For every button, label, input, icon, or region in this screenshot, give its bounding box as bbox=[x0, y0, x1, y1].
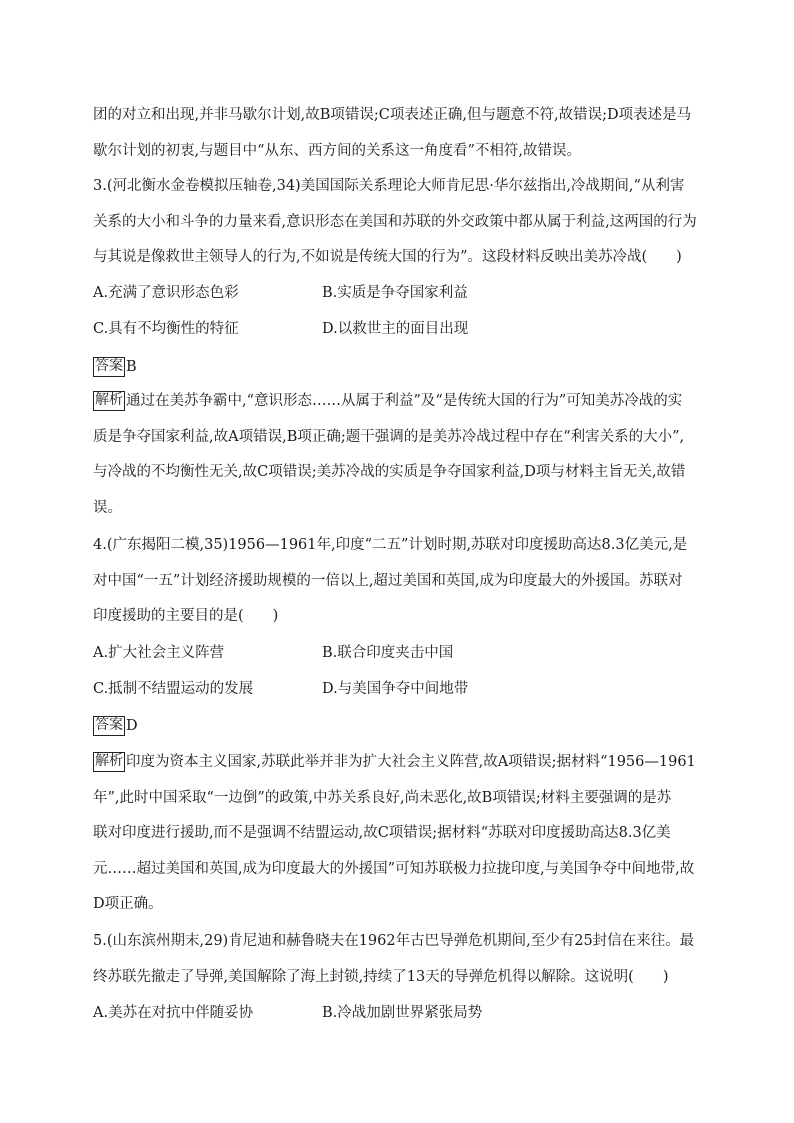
text-line: 年”,此时中国采取“一边倒”的政策,中苏关系良好,尚未恶化,故B项错误;材料主要强调的是苏 bbox=[93, 789, 672, 806]
answer-tag: 答案 bbox=[93, 716, 125, 736]
analysis-tag: 解析 bbox=[93, 391, 125, 411]
text-line: D项正确。 bbox=[93, 896, 163, 912]
text-line: 与冷战的不均衡性无关,故C项错误;美苏冷战的实质是争夺国家利益,D项与材料主旨无关,故错 bbox=[93, 464, 686, 480]
prev-explanation bbox=[93, 98, 703, 169]
answer-tag: 答案 bbox=[93, 357, 125, 377]
option-a[interactable]: A.扩大社会主义阵营 bbox=[93, 645, 225, 661]
option-b[interactable]: B.实质是争夺国家利益 bbox=[322, 285, 468, 301]
text-line: 元……超过美国和英国,成为印度最大的外援国”可知苏联极力拉拢印度,与美国争夺中间地带,故 bbox=[93, 860, 695, 877]
text-line: 关系的大小和斗争的力量来看,意识形态在美国和苏联的外交政策中都从属于利益,这两国的行为 bbox=[93, 213, 697, 230]
text-line: 误。 bbox=[93, 499, 122, 516]
answer-value: B bbox=[126, 359, 137, 375]
option-d[interactable]: D.以救世主的面目出现 bbox=[322, 320, 469, 337]
option-c[interactable]: C.抵制不结盟运动的发展 bbox=[93, 680, 254, 697]
question-4-analysis bbox=[93, 745, 703, 923]
answer-value: D bbox=[126, 718, 138, 734]
option-b[interactable]: B.冷战加剧世界紧张局势 bbox=[322, 1005, 483, 1021]
analysis-tag: 解析 bbox=[93, 752, 125, 772]
option-d[interactable]: D.与美国争夺中间地带 bbox=[322, 680, 469, 697]
text-line: 4.(广东揭阳二模,35)1956—1961年,印度“二五”计划时期,苏联对印度援助高达8.3亿美元,是 bbox=[93, 537, 688, 553]
text-line: 质是争夺国家利益,故A项错误,B项正确;题干强调的是美苏冷战过程中存在“利害关系的大小”, bbox=[93, 428, 685, 445]
text-line: 解析 印度为资本主义国家,苏联此举并非为扩大社会主义阵营,故A项错误;据材料“1956—1961 bbox=[95, 753, 696, 770]
question-3-answer bbox=[93, 355, 137, 379]
question-3-analysis bbox=[93, 384, 703, 526]
question-3-stem bbox=[93, 169, 703, 276]
question-5-options bbox=[93, 996, 703, 1032]
question-4-stem bbox=[93, 528, 703, 635]
option-c[interactable]: C.具有不均衡性的特征 bbox=[93, 320, 239, 337]
option-b[interactable]: B.联合印度夹击中国 bbox=[322, 645, 454, 661]
text-line: 5.(山东滨州期末,29)肯尼迪和赫鲁晓夫在1962年古巴导弹危机期间,至少有25封信在来往。最 bbox=[93, 933, 695, 949]
text-line: 与其说是像救世主领导人的行为,不如说是传统大国的行为”。这段材料反映出美苏冷战( ) bbox=[93, 249, 682, 265]
text-line: 印度援助的主要目的是( ) bbox=[93, 608, 279, 624]
text-line: 团的对立和出现,并非马歇尔计划,故B项错误;C项表述正确,但与题意不符,故错误;D项表述是马 bbox=[93, 107, 692, 123]
text-line: 联对印度进行援助,而不是强调不结盟运动,故C项错误;据材料“苏联对印度援助高达8.3亿美 bbox=[93, 825, 671, 841]
question-5-stem bbox=[93, 924, 703, 995]
question-3-options bbox=[93, 276, 703, 347]
question-4-answer bbox=[93, 714, 138, 738]
text-line: 终苏联先撤走了导弹,美国解除了海上封锁,持续了13天的导弹危机得以解除。这说明( ) bbox=[93, 968, 669, 985]
option-a[interactable]: A.美苏在对抗中伴随妥协 bbox=[93, 1005, 254, 1021]
text-line: 解析 通过在美苏争霸中,“意识形态……从属于利益”及“是传统大国的行为”可知美苏冷战的实 bbox=[95, 392, 683, 409]
question-4-options bbox=[93, 636, 703, 707]
text-line: 对中国“一五”计划经济援助规模的一倍以上,超过美国和英国,成为印度最大的外援国。苏联对 bbox=[93, 572, 683, 589]
text-line: 歇尔计划的初衷,与题目中“从东、西方间的关系这一角度看”不相符,故错误。 bbox=[93, 142, 582, 159]
option-a[interactable]: A.充满了意识形态色彩 bbox=[93, 285, 239, 301]
text-line: 3.(河北衡水金卷模拟压轴卷,34)美国国际关系理论大师肯尼思·华尔兹指出,冷战期间,“从利害 bbox=[93, 178, 685, 194]
